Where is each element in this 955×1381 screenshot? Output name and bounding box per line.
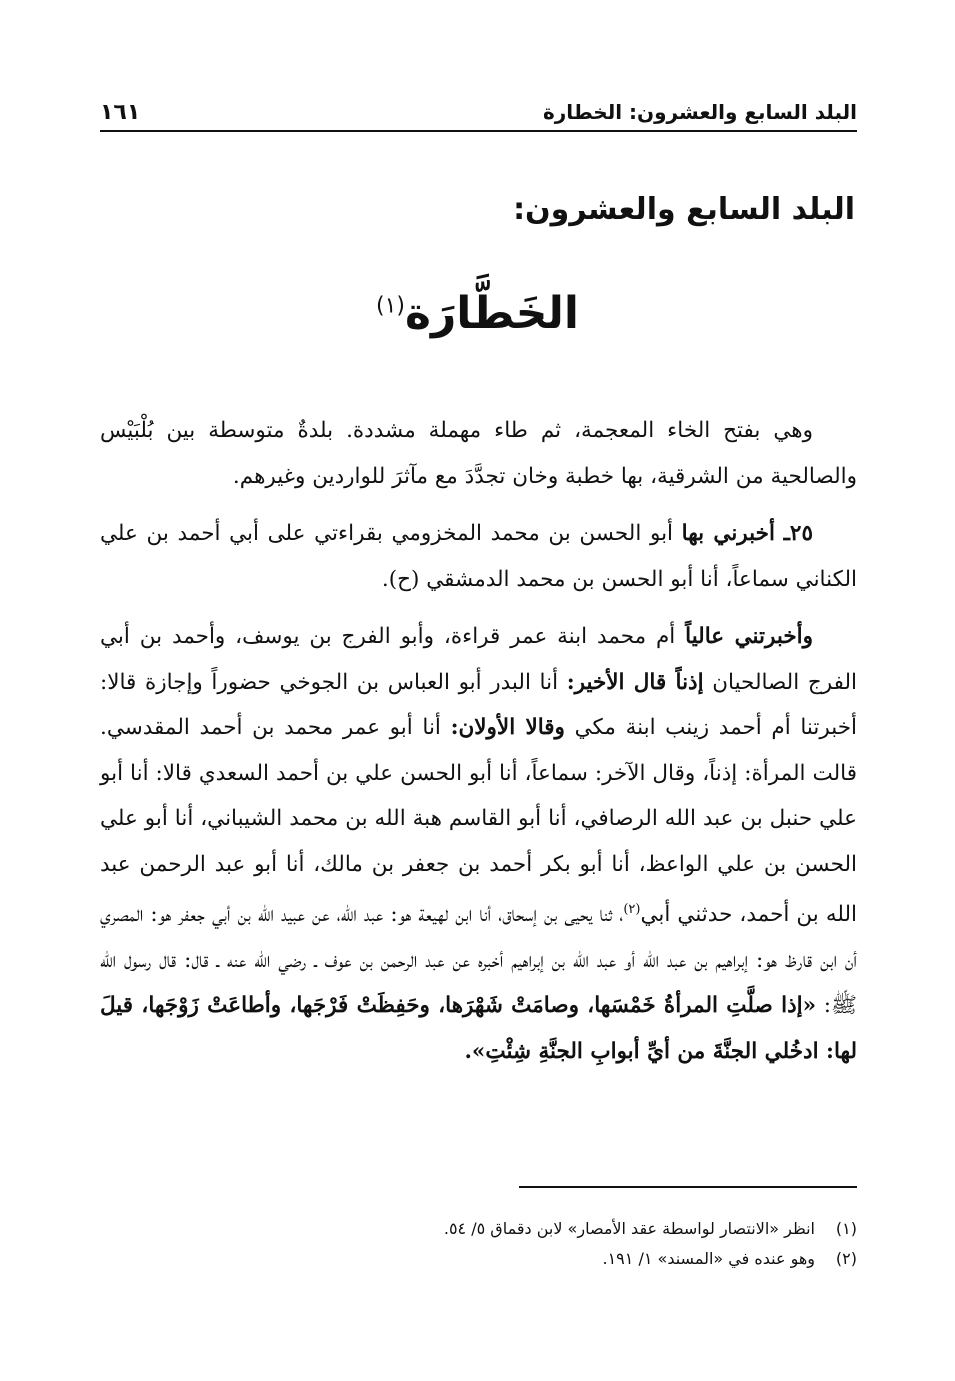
hadith-text-2c: أنا البدر أبو العباس بن الجوخي حضوراً وإجازة قالا: أخبرتنا أم أحمد زينب ابنة مكي — [100, 669, 857, 740]
hadith-phrase-bold-1: إذناً قال الأخير: — [566, 669, 704, 695]
hadith-text-2a: أم محمد ابنة عمر قراءة، وأبو الفرج بن يوسف، وأحمد بن أبي الفرج الصالحيان — [100, 624, 857, 695]
footnote-2-mark: (٢) — [835, 1249, 857, 1268]
footnotes — [157, 1214, 857, 1274]
hadith-isnad-paragraph-1 — [100, 511, 857, 602]
entry-title-text: الخَطَّارَة — [405, 288, 580, 339]
hadith-lead-2: وأخبرتني عالياً — [685, 624, 814, 649]
footnote-2 — [157, 1244, 857, 1274]
footnote-1-text: انظر «الانتصار لواسطة عقد الأمصار» لابن دقماق ٥/ ٥٤. — [443, 1219, 815, 1238]
intro-paragraph: وهي بفتح الخاء المعجمة، ثم طاء مهملة مشددة. بلدةٌ متوسطة بين بُلْبَيْس والصالحية من الشرقية، بها خطبة وخان تجدَّدَ مع مآثرَ للواردين وغيرهم. — [100, 418, 857, 489]
footnote-rule — [519, 1186, 857, 1188]
footnote-ref-2: (٢) — [623, 902, 641, 917]
footnote-2-text: وهو عنده في «المسند» ١/ ١٩١. — [602, 1249, 815, 1268]
body-text — [100, 408, 857, 1086]
hadith-isnad-paragraph-2 — [100, 614, 857, 1074]
hadith-text-2f: ، ثنا يحيى بن إسحاق، أنا ابن لهيعة هو: عبد الله، عن عبيد الله بن أبي جعفر هو: المصري أن ابن قارظ هو: إبراهيم بن عبد الله أو عبد الله بن إبراهيم أخبره عن عبد الرحمن بن عوف ـ رضي الله عنه ـ قال: قال رسول الله ﷺ: — [100, 902, 857, 1019]
hadith-matn-quote: «إذا صلَّتِ المرأةُ خَمْسَها، وصامَتْ شَهْرَها، وحَفِظَتْ فَرْجَها، وأطاعَتْ زَوْجَها، قيلَ لها: ادخُلي الجنَّةَ من أيِّ أبوابِ الجنَّةِ شِئْتِ». — [100, 993, 857, 1064]
footnote-1 — [157, 1214, 857, 1244]
running-head — [100, 94, 857, 132]
hadith-text-2e: أنا أبو عمر محمد بن أحمد المقدسي. قالت المرأة: إذناً، وقال الآخر: سماعاً، أنا أبو الحسن علي بن أحمد السعدي قالا: أنا أبو علي حنبل بن عبد الله الرصافي، أنا أبو القاسم هبة الله بن محمد الشيباني، أنا أبو علي الحسن بن علي الواعظ، أنا أبو بكر أحمد بن جعفر بن مالك، أنا أبو عبد الرحمن عبد الله بن أحمد، حدثني أبي — [100, 715, 857, 928]
running-head-title: البلد السابع والعشرون: الخطارة — [542, 100, 857, 124]
hadith-text-1: أبو الحسن بن محمد المخزومي بقراءتي على أبي أحمد بن علي الكناني سماعاً، أنا أبو الحسن بن محمد الدمشقي (ح). — [100, 521, 857, 592]
footnote-1-mark: (١) — [835, 1219, 857, 1238]
hadith-lead-1: أخبرني بها — [681, 521, 775, 546]
hadith-number: ٢٥ـ — [783, 521, 813, 546]
hadith-phrase-bold-2: وقالا الأولان: — [450, 715, 565, 740]
chapter-heading: البلد السابع والعشرون: — [513, 192, 855, 227]
footnote-ref-1: (١) — [375, 293, 405, 319]
page-number: ١٦١ — [100, 99, 141, 125]
entry-title — [0, 288, 955, 339]
